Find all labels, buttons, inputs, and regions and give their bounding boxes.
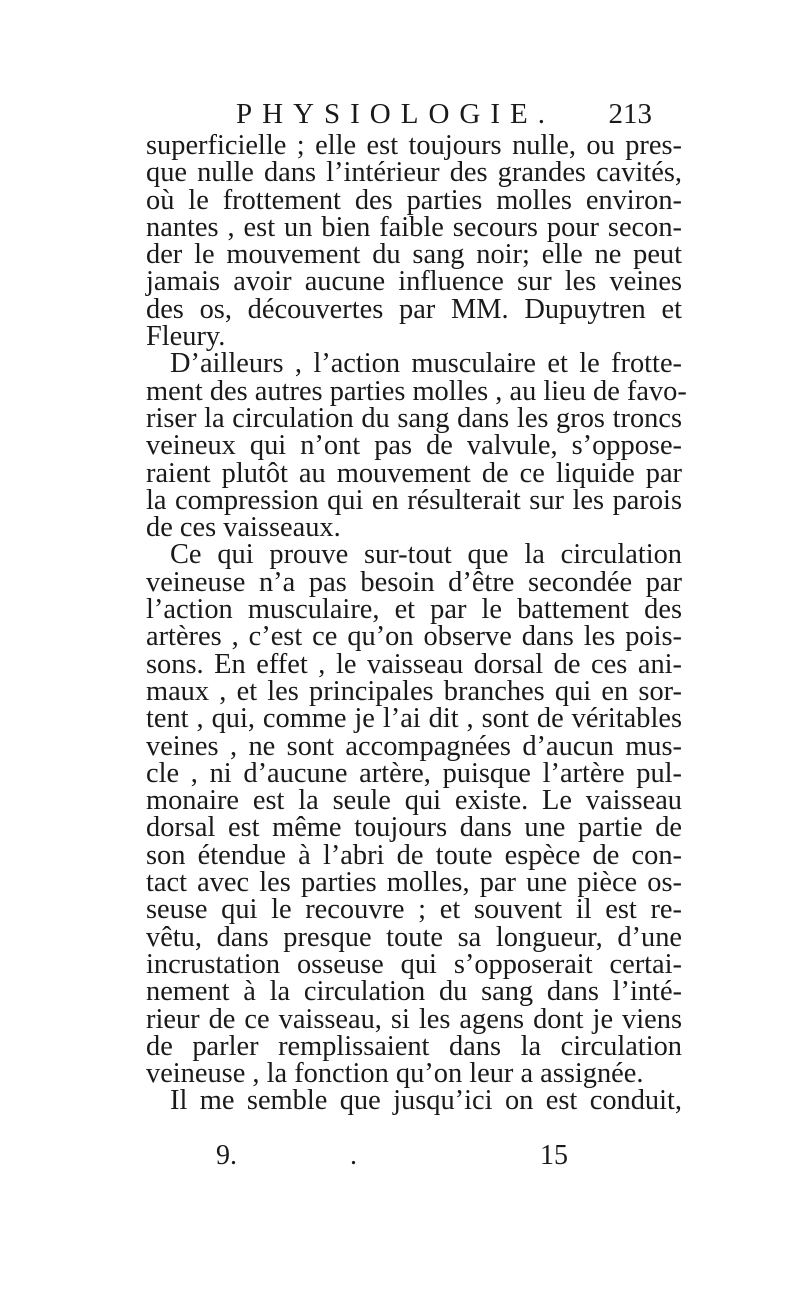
- text-line: ment des autres parties molles , au lieu de favo-: [146, 375, 687, 407]
- text-line: superficielle ; elle est toujours nulle, ou pres-: [146, 130, 682, 161]
- text-line: sons. En effet , le vaisseau dorsal de ces ani-: [146, 648, 682, 680]
- text-line: l’action musculaire, et par le battement des: [146, 594, 682, 626]
- text-line: jamais avoir aucune influence sur les veines: [146, 266, 682, 298]
- body-text: [146, 130, 687, 1117]
- text-line: dorsal est même toujours dans une partie de: [146, 812, 682, 844]
- text-line: veineuse n’a pas besoin d’être secondée par: [146, 566, 682, 598]
- text-line: que nulle dans l’intérieur des grandes cavités,: [146, 157, 682, 189]
- text-line: veines , ne sont accompagnées d’aucun mus-: [146, 730, 682, 762]
- text-line: de ces vaisseaux.: [146, 512, 341, 544]
- page-number: 213: [608, 98, 652, 130]
- page-foot: [0, 1140, 800, 1180]
- foot-dot: .: [350, 1140, 357, 1171]
- text-line: Il me semble que jusqu’ici on est conduit,: [170, 1085, 682, 1117]
- text-line: monaire est la seule qui existe. Le vaisseau: [146, 785, 682, 817]
- text-line: Ce qui prouve sur-tout que la circulation: [170, 539, 682, 571]
- text-line: veineux qui n’ont pas de valvule, s’oppose-: [146, 430, 682, 462]
- text-line: D’ailleurs , l’action musculaire et le frotte-: [170, 348, 682, 380]
- text-line: vêtu, dans presque toute sa longueur, d’une: [146, 921, 682, 953]
- running-title: PHYSIOLOGIE.: [236, 98, 555, 130]
- text-line: tact avec les parties molles, par une pièce os-: [146, 867, 682, 899]
- text-line: de parler remplissaient dans la circulation: [146, 1030, 682, 1062]
- text-line: raient plutôt au mouvement de ce liquide par: [146, 457, 682, 489]
- text-line: Fleury.: [146, 321, 226, 353]
- text-line: nement à la circulation du sang dans l’inté-: [146, 976, 682, 1008]
- text-line: incrustation osseuse qui s’opposerait certai-: [146, 948, 682, 980]
- gathering-mark: 15: [540, 1140, 568, 1171]
- text-line: cle , ni d’aucune artère, puisque l’artère pul-: [146, 757, 682, 789]
- text-line: la compression qui en résulterait sur les parois: [146, 484, 682, 516]
- text-line: tent , qui, comme je l’ai dit , sont de véritables: [146, 703, 682, 735]
- signature-mark: 9.: [216, 1140, 237, 1171]
- text-line: son étendue à l’abri de toute espèce de con-: [146, 839, 682, 871]
- text-line: nantes , est un bien faible secours pour secon-: [146, 211, 682, 243]
- text-line: veineuse , la fonction qu’on leur a assignée.: [146, 1058, 644, 1090]
- text-line: des os, découvertes par MM. Dupuytren et: [146, 293, 682, 325]
- text-line: riser la circulation du sang dans les gros troncs: [146, 402, 682, 434]
- text-line: rieur de ce vaisseau, si les agens dont je viens: [146, 1003, 682, 1035]
- text-line: artères , c’est ce qu’on observe dans les pois-: [146, 621, 682, 653]
- text-line: der le mouvement du sang noir; elle ne peut: [146, 239, 682, 271]
- text-line: maux , et les principales branches qui en sor-: [146, 675, 682, 707]
- text-line: seuse qui le recouvre ; et souvent il est re-: [146, 894, 682, 926]
- text-line: où le frottement des parties molles environ-: [146, 184, 682, 216]
